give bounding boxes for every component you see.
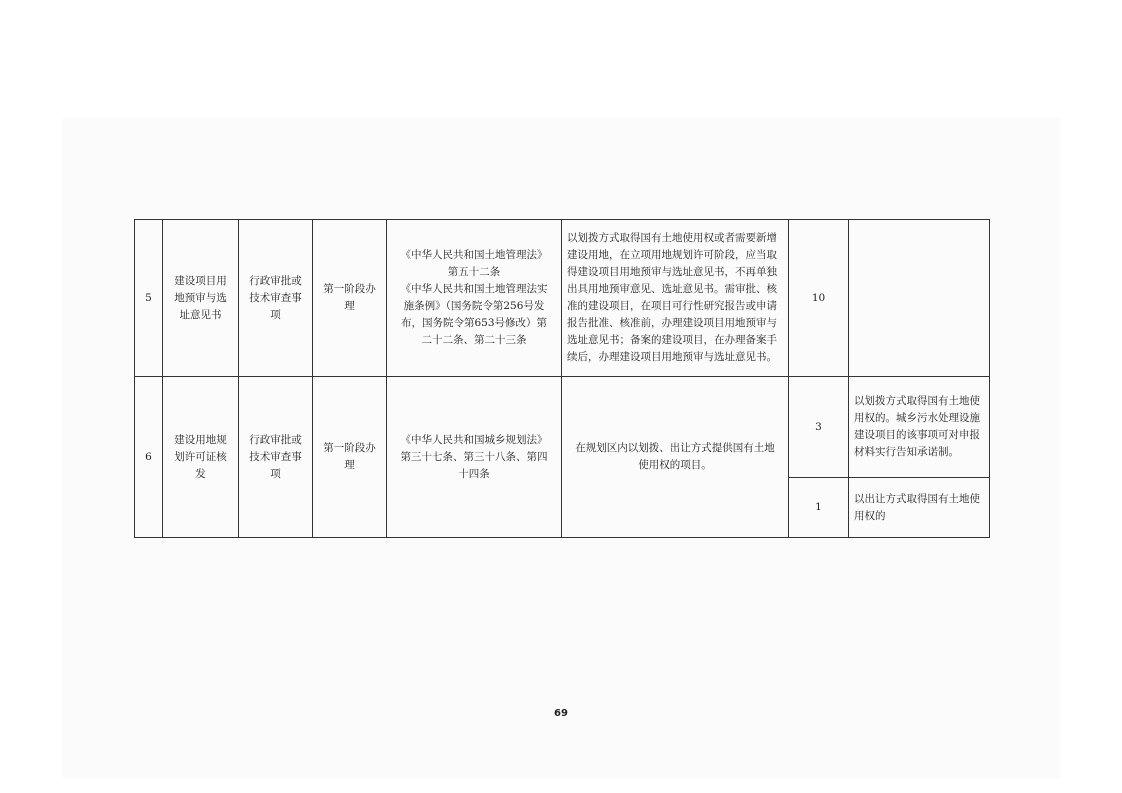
applicable-scope: 以划拨方式取得国有土地使用权或者需要新增建设用地，在立项用地规划许可阶段，应当取得建设项目用地预审与选址意见书，不再单独出具用地预审意见、选址意见书。需审批、核准的建设项目，在项目可行性研究报告或申请报告批准、核准前，办理建设项目用地预审与选址意见书；备案的建设项目，在办理备案手续后，办理建设项目用地预审与选址意见书。 bbox=[562, 220, 789, 377]
remarks: 以出让方式取得国有土地使用权的 bbox=[849, 478, 990, 538]
legal-basis: 《中华人民共和国土地管理法》 第五十二条 《中华人民共和国土地管理法实 施条例》（国务院令第256号发 布，国务院令第653号修改）第 二十二条、第二十三条 bbox=[387, 220, 562, 377]
row-number: 6 bbox=[135, 377, 163, 538]
item-type: 行政审批或 技术审查事 项 bbox=[239, 220, 313, 377]
approval-items-table bbox=[134, 219, 990, 538]
remarks bbox=[849, 220, 990, 377]
handling-stage: 第一阶段办 理 bbox=[313, 377, 387, 538]
page-number: 69 bbox=[554, 708, 568, 719]
handling-stage: 第一阶段办 理 bbox=[313, 220, 387, 377]
item-name: 建设用地规 划许可证核 发 bbox=[163, 377, 239, 538]
remarks: 以划拨方式取得国有土地使用权的。城乡污水处理设施建设项目的该事项可对申报材料实行告知承诺制。 bbox=[849, 377, 990, 478]
time-limit-days: 1 bbox=[789, 478, 849, 538]
time-limit-days: 10 bbox=[789, 220, 849, 377]
table-row bbox=[135, 377, 990, 478]
time-limit-days: 3 bbox=[789, 377, 849, 478]
table-row bbox=[135, 220, 990, 377]
applicable-scope: 在规划区内以划拨、出让方式提供国有土地 使用权的项目。 bbox=[562, 377, 789, 538]
row-number: 5 bbox=[135, 220, 163, 377]
item-name: 建设项目用 地预审与选 址意见书 bbox=[163, 220, 239, 377]
legal-basis: 《中华人民共和国城乡规划法》 第三十七条、第三十八条、第四 十四条 bbox=[387, 377, 562, 538]
item-type: 行政审批或 技术审查事 项 bbox=[239, 377, 313, 538]
